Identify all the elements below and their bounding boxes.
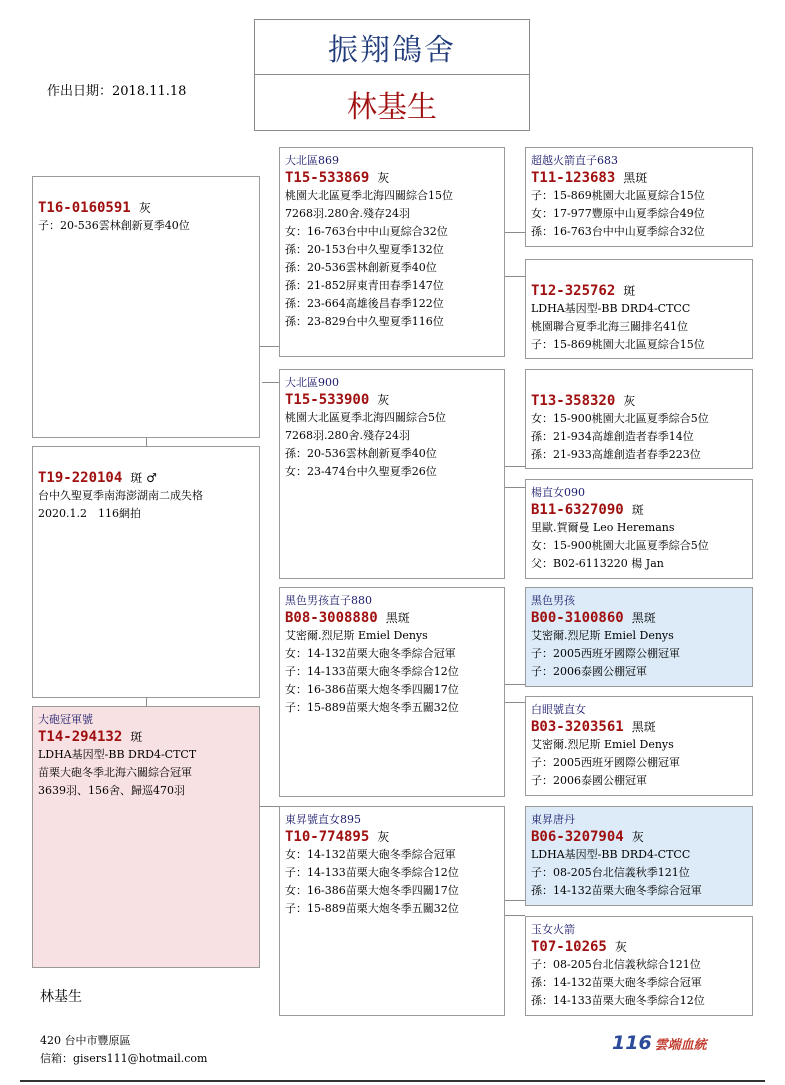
ring-number: B11-6327090 斑: [531, 502, 644, 518]
ring-number: T16-0160591 灰: [38, 200, 151, 216]
connector: [504, 900, 525, 901]
card-label: 大北區900: [285, 376, 339, 389]
detail-line: 女：16-763台中中山夏綜合32位: [285, 225, 448, 238]
detail-line: 艾密爾.烈尼斯 Emiel Denys: [531, 738, 674, 751]
detail-line: 子：15-889苗栗大炮冬季五關32位: [285, 902, 459, 915]
detail-line: 子：15-889苗栗大炮冬季五關32位: [285, 701, 459, 714]
detail-line: 孫：14-133苗栗大砲冬季綜合12位: [531, 994, 705, 1007]
detail-line: 孫：20-536雲林創新夏季40位: [285, 261, 437, 274]
detail-line: LDHA基因型-BB DRD4-CTCT: [38, 748, 197, 761]
detail-line: 台中久聖夏季南海澎湖南二成失格: [38, 489, 203, 502]
detail-line: 桃園聯合夏季北海三關排名41位: [531, 320, 688, 333]
detail-line: 里歐.賀爾曼 Leo Heremans: [531, 521, 675, 534]
ring-number: T10-774895 灰: [285, 829, 390, 845]
connector: [260, 346, 280, 347]
ring-number: B08-3008880 黑斑: [285, 610, 410, 626]
connector: [504, 684, 525, 685]
dam-dam-card[interactable]: [279, 806, 505, 1016]
ring-number: T12-325762 斑: [531, 283, 636, 299]
detail-line: 7268羽.280舍.殘存24羽: [285, 207, 410, 220]
logo: [612, 1032, 707, 1054]
detail-line: 桃園大北區夏季北海四關綜合15位: [285, 189, 453, 202]
card-label: 大北區869: [285, 154, 339, 167]
detail-line: 孫：23-829台中久聖夏季116位: [285, 315, 444, 328]
detail-line: 子：08-205台北信義秋季121位: [531, 866, 690, 879]
dam-sire-card[interactable]: [279, 587, 505, 797]
detail-line: 孫：21-852屏東青田春季147位: [285, 279, 444, 292]
card-label: 超越火箭直子683: [531, 154, 618, 167]
sire-sire-card[interactable]: [279, 147, 505, 357]
detail-line: 女：17-977豐原中山夏季綜合49位: [531, 207, 705, 220]
detail-line: 父：B02-6113220 楊 Jan: [531, 557, 664, 570]
detail-line: 孫：14-132苗栗大砲冬季綜合冠軍: [531, 976, 702, 989]
detail-line: 女：15-900桃園大北區夏季綜合5位: [531, 412, 709, 425]
sire-dam-card[interactable]: [279, 369, 505, 579]
great-grandparent-card[interactable]: [525, 147, 753, 247]
title-box: [254, 19, 530, 131]
card-label: 黑色男孩直子880: [285, 594, 372, 607]
connector: [504, 915, 525, 916]
detail-line: 子：2006泰國公棚冠軍: [531, 665, 647, 678]
card-label: 楊直女090: [531, 486, 585, 499]
detail-line: 女：15-900桃園大北區夏季綜合5位: [531, 539, 709, 552]
connector: [260, 806, 280, 807]
ring-number: T14-294132 斑: [38, 729, 143, 745]
great-grandparent-card[interactable]: [525, 696, 753, 796]
detail-line: 苗栗大砲冬季北海六關綜合冠軍: [38, 766, 192, 779]
detail-line: 孫：20-153台中久聖夏季132位: [285, 243, 444, 256]
detail-line: 孫：23-664高雄後昌春季122位: [285, 297, 444, 310]
card-label: 白眼號直女: [531, 703, 586, 716]
detail-line: 子：14-133苗栗大砲冬季綜合12位: [285, 866, 459, 879]
divider: [20, 1080, 765, 1082]
ring-number: T19-220104 斑 ♂: [38, 470, 157, 486]
detail-line: 女：16-386苗栗大炮冬季四關17位: [285, 884, 459, 897]
detail-line: 子：2005西班牙國際公棚冠軍: [531, 756, 680, 769]
detail-line: 女：16-386苗栗大炮冬季四關17位: [285, 683, 459, 696]
detail-line: 女：14-132苗栗大砲冬季綜合冠軍: [285, 848, 456, 861]
connector: [504, 466, 525, 467]
detail-line: 孫：16-763台中中山夏季綜合32位: [531, 225, 705, 238]
ring-number: B03-3203561 黑斑: [531, 719, 656, 735]
detail-line: 孫：21-933高雄創造者春季223位: [531, 448, 701, 461]
ring-number: T11-123683 黑斑: [531, 170, 648, 186]
detail-line: 孫：14-132苗栗大砲冬季綜合冠軍: [531, 884, 702, 897]
detail-line: LDHA基因型-BB DRD4-CTCC: [531, 848, 691, 861]
great-grandparent-card[interactable]: [525, 259, 753, 359]
sire-card[interactable]: [32, 176, 260, 438]
detail-line: 艾密爾.烈尼斯 Emiel Denys: [531, 629, 674, 642]
connector: [504, 276, 525, 277]
detail-line: 子：08-205台北信義秋綜合121位: [531, 958, 701, 971]
card-label: 東昇唐丹: [531, 813, 575, 826]
date: 作出日期：2018.11.18: [47, 84, 187, 99]
loft-name: 振翔鴿舍: [255, 20, 529, 75]
great-grandparent-card[interactable]: [525, 916, 753, 1016]
ring-number: B06-3207904 灰: [531, 829, 644, 845]
detail-line: 女：23-474台中久聖夏季26位: [285, 465, 437, 478]
detail-line: 子：20-536雲林創新夏季40位: [38, 219, 190, 232]
ring-number: T07-10265 灰: [531, 939, 627, 955]
connector: [504, 487, 525, 488]
detail-line: 孫：20-536雲林創新夏季40位: [285, 447, 437, 460]
detail-line: 7268羽.280舍.殘存24羽: [285, 429, 410, 442]
great-grandparent-card[interactable]: [525, 587, 753, 687]
ring-number: T15-533869 灰: [285, 170, 390, 186]
connector: [504, 232, 525, 233]
ring-number: B00-3100860 黑斑: [531, 610, 656, 626]
great-grandparent-card[interactable]: [525, 369, 753, 469]
detail-line: 艾密爾.烈尼斯 Emiel Denys: [285, 629, 428, 642]
connector: [504, 702, 525, 703]
logo-text: 雲端血統: [654, 1038, 707, 1053]
footer-address: 420 台中市豐原區: [40, 1034, 131, 1047]
detail-line: 子：2005西班牙國際公棚冠軍: [531, 647, 680, 660]
card-label: 黑色男孩: [531, 594, 575, 607]
great-grandparent-card[interactable]: [525, 806, 753, 906]
detail-line: 2020.1.2 116網拍: [38, 507, 141, 520]
card-label: 大砲冠軍號: [38, 713, 93, 726]
ring-number: T13-358320 灰: [531, 393, 636, 409]
detail-line: 桃園大北區夏季北海四關綜合5位: [285, 411, 446, 424]
detail-line: 子：15-869桃園大北區夏綜合15位: [531, 189, 705, 202]
detail-line: 女：14-132苗栗大砲冬季綜合冠軍: [285, 647, 456, 660]
detail-line: 子：14-133苗栗大砲冬季綜合12位: [285, 665, 459, 678]
subject-card[interactable]: [32, 446, 260, 698]
detail-line: 3639羽、156舍、歸巡470羽: [38, 784, 185, 797]
card-label: 玉女火箭: [531, 923, 575, 936]
logo-number: 116: [612, 1032, 652, 1054]
detail-line: 子：15-869桃園大北區夏綜合15位: [531, 338, 705, 351]
owner-name: 林基生: [347, 89, 437, 125]
footer-owner: 林基生: [40, 989, 82, 1005]
detail-line: LDHA基因型-BB DRD4-CTCC: [531, 302, 691, 315]
connector: [262, 382, 280, 383]
detail-line: 孫：21-934高雄創造者春季14位: [531, 430, 694, 443]
detail-line: 子：2006泰國公棚冠軍: [531, 774, 647, 787]
ring-number: T15-533900 灰: [285, 392, 390, 408]
card-label: 東昇號直女895: [285, 813, 361, 826]
dam-card[interactable]: [32, 706, 260, 968]
footer-email[interactable]: 信箱：gisers111@hotmail.com: [40, 1052, 208, 1065]
great-grandparent-card[interactable]: [525, 479, 753, 579]
